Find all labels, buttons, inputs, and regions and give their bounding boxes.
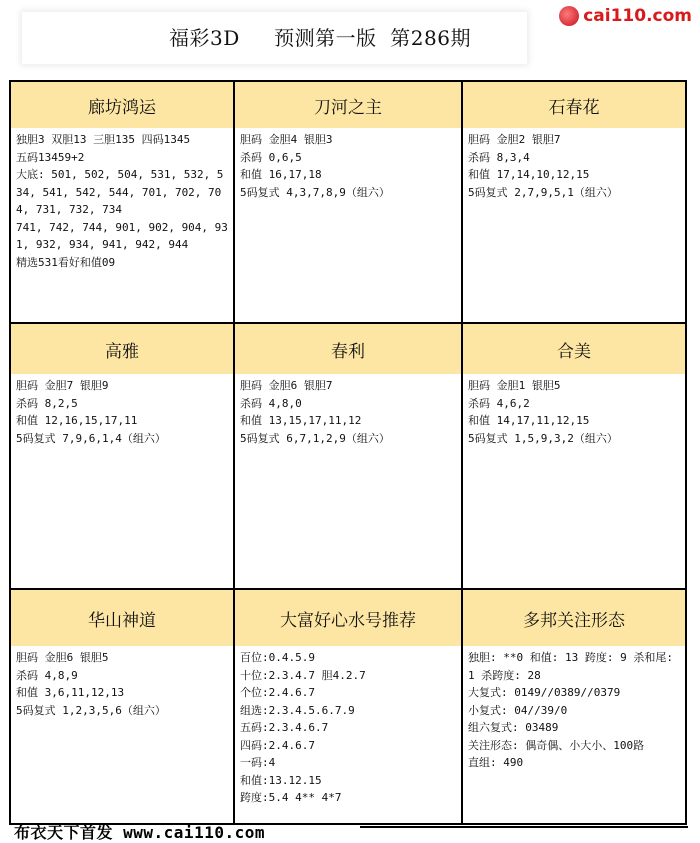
cell-line: 小复式: 04//39/0 bbox=[468, 703, 568, 717]
cell-line: 和值 17,14,10,12,15 bbox=[468, 168, 590, 181]
cell-line: 胆码 金胆6 银胆5 bbox=[16, 651, 109, 664]
cell-line: 关注形态: 偶奇偶、小大小、100路 bbox=[468, 738, 645, 752]
site-logo[interactable] bbox=[559, 4, 692, 28]
cell-line: 胆码 金胆1 银胆5 bbox=[468, 379, 561, 392]
cell-title: 大富好心水号推荐 bbox=[235, 590, 461, 646]
logo-icon bbox=[559, 6, 579, 26]
cell-dafu-haoxinshui bbox=[235, 590, 461, 823]
cell-daohe-zhizhu bbox=[235, 82, 461, 322]
cell-line: 五码13459+2 bbox=[16, 150, 85, 164]
cell-line: 组选:2.3.4.5.6.7.9 bbox=[240, 703, 355, 717]
cell-hemei bbox=[463, 324, 685, 588]
cell-line: 5码复式 7,9,6,1,4（组六） bbox=[16, 431, 166, 445]
cell-line: 个位:2.4.6.7 bbox=[240, 686, 315, 699]
cell-body bbox=[11, 646, 233, 823]
cell-body bbox=[463, 646, 685, 823]
cell-line: 直组: 490 bbox=[468, 756, 524, 769]
cell-title: 华山神道 bbox=[11, 590, 233, 646]
cell-line: 胆码 金胆7 银胆9 bbox=[16, 379, 109, 392]
cell-line: 5码复式 6,7,1,2,9（组六） bbox=[240, 431, 390, 445]
cell-body bbox=[11, 374, 233, 588]
cell-line: 杀码 4,8,9 bbox=[16, 668, 78, 682]
cell-line: 和值 14,17,11,12,15 bbox=[468, 414, 590, 427]
column-divider bbox=[233, 82, 235, 823]
cell-line: 和值 13,15,17,11,12 bbox=[240, 414, 362, 427]
cell-body bbox=[463, 128, 685, 322]
cell-title: 多邦关注形态 bbox=[463, 590, 685, 646]
cell-line: 和值 16,17,18 bbox=[240, 168, 322, 181]
cell-shi-chunhua bbox=[463, 82, 685, 322]
cell-body bbox=[235, 128, 461, 322]
column-divider bbox=[461, 82, 463, 823]
prediction-grid bbox=[9, 80, 687, 825]
cell-duobang-xingtai bbox=[463, 590, 685, 823]
cell-line: 十位:2.3.4.7 胆4.2.7 bbox=[240, 668, 366, 682]
cell-title: 春利 bbox=[235, 324, 461, 374]
cell-line: 胆码 金胆6 银胆7 bbox=[240, 379, 333, 392]
row-divider bbox=[11, 588, 685, 590]
cell-line: 和值 3,6,11,12,13 bbox=[16, 686, 125, 699]
cell-body bbox=[11, 128, 233, 322]
cell-line: 独胆3 双胆13 三胆135 四码1345 bbox=[16, 133, 191, 146]
cell-line: 和值:13.12.15 bbox=[240, 773, 322, 787]
cell-langfang-hongyun bbox=[11, 82, 233, 322]
logo-text: cai110.com bbox=[583, 6, 692, 26]
cell-line: 百位:0.4.5.9 bbox=[240, 651, 315, 664]
cell-line: 跨度:5.4 4** 4*7 bbox=[240, 791, 342, 804]
cell-chunli bbox=[235, 324, 461, 588]
cell-title: 高雅 bbox=[11, 324, 233, 374]
cell-title: 廊坊鸿运 bbox=[11, 82, 233, 128]
cell-huashan-shendao bbox=[11, 590, 233, 823]
cell-line: 精选531看好和值09 bbox=[16, 255, 116, 269]
cell-line: 一码:4 bbox=[240, 756, 276, 769]
cell-body bbox=[235, 374, 461, 588]
cell-line: 五码:2.3.4.6.7 bbox=[240, 721, 329, 734]
cell-line: 杀码 8,2,5 bbox=[16, 396, 78, 410]
cell-line: 胆码 金胆2 银胆7 bbox=[468, 133, 561, 146]
cell-line: 独胆: **0 和值: 13 跨度: 9 杀和尾: 1 杀跨度: 28 bbox=[468, 651, 673, 682]
cell-title: 石春花 bbox=[463, 82, 685, 128]
footer-credit: 布衣天下首发 www.cai110.com bbox=[14, 823, 265, 842]
cell-line: 和值 12,16,15,17,11 bbox=[16, 414, 138, 427]
footer-rule bbox=[360, 826, 688, 828]
cell-line: 四码:2.4.6.7 bbox=[240, 738, 315, 752]
cell-line: 胆码 金胆4 银胆3 bbox=[240, 133, 333, 146]
cell-line: 5码复式 2,7,9,5,1（组六） bbox=[468, 185, 618, 199]
cell-line: 杀码 8,3,4 bbox=[468, 150, 530, 164]
row-divider bbox=[11, 322, 685, 324]
cell-line: 5码复式 1,2,3,5,6（组六） bbox=[16, 703, 166, 717]
cell-line: 大复式: 0149//0389//0379 bbox=[468, 686, 621, 699]
cell-line: 杀码 4,8,0 bbox=[240, 396, 302, 410]
cell-title: 刀河之主 bbox=[235, 82, 461, 128]
cell-line: 5码复式 1,5,9,3,2（组六） bbox=[468, 431, 618, 445]
cell-line: 741, 742, 744, 901, 902, 904, 931, 932, 934, 941, 942, 944 bbox=[16, 220, 228, 251]
cell-line: 杀码 0,6,5 bbox=[240, 150, 302, 164]
cell-body bbox=[235, 646, 461, 823]
cell-title: 合美 bbox=[463, 324, 685, 374]
cell-body bbox=[463, 374, 685, 588]
cell-line: 杀码 4,6,2 bbox=[468, 396, 530, 410]
page-title: 福彩3D 预测第一版 第286期 bbox=[169, 26, 471, 50]
cell-line: 5码复式 4,3,7,8,9（组六） bbox=[240, 185, 390, 199]
cell-line: 大底: 501, 502, 504, 531, 532, 534, 541, 542, 544, 701, 702, 704, 731, 732, 734 bbox=[16, 168, 224, 216]
cell-line: 组六复式: 03489 bbox=[468, 721, 559, 734]
cell-gaoya bbox=[11, 324, 233, 588]
